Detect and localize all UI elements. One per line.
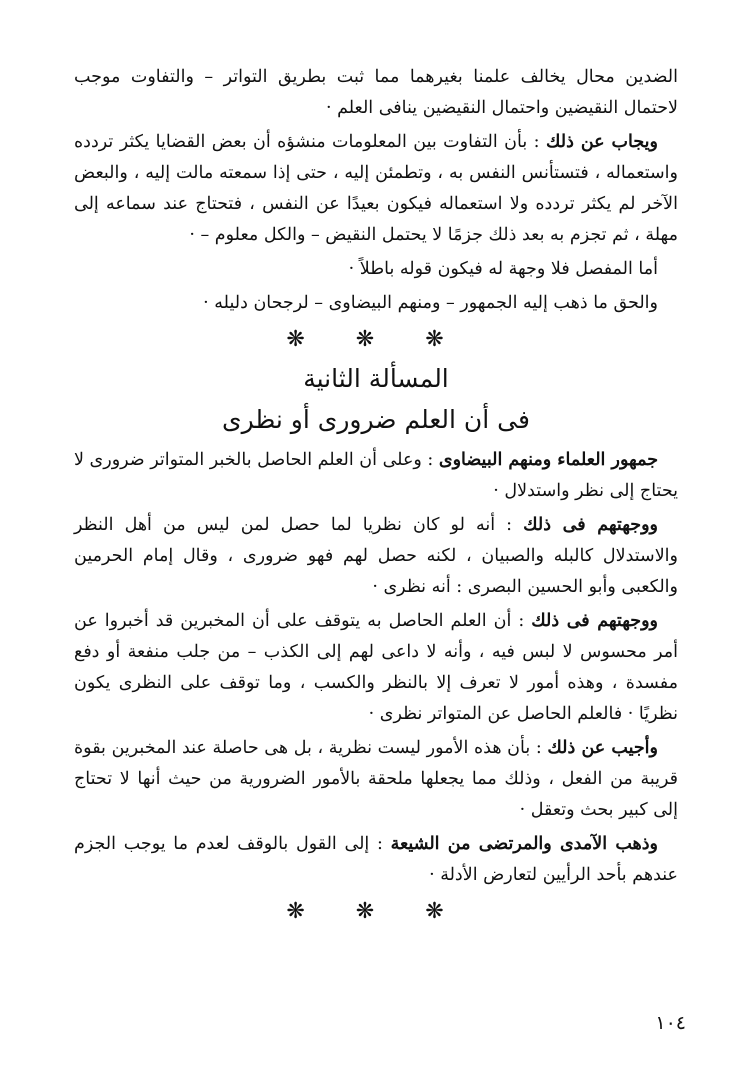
section-separator: ❋ ❋ ❋ (286, 327, 466, 352)
paragraph-text: : بأن التفاوت بين المعلومات منشؤه أن بعض القضايا يكثر تردده واستعماله ، فتستأنس النفس به ، وتطمئن إليه ، حتى إذا سمعته مالت إليه ، والبعض الآخر لم يكثر تردده ولا استعماله فيكون بعيدًا عن النفس ، فتحتاج عند سماعه إلى مهلة ، ثم تجزم به بعد ذلك جزمًا لا يحتمل النقيض – والكل معلوم – · (74, 132, 678, 245)
paragraph-continuation (74, 62, 678, 124)
paragraph-lead: جمهور العلماء ومنهم البيضاوى (438, 450, 659, 470)
section-subtitle: فى أن العلم ضرورى أو نظرى (222, 405, 530, 434)
paragraph-reply (74, 127, 678, 251)
paragraph-text: والحق ما ذهب إليه الجمهور – ومنهم البيضاوى – لرجحان دليله · (203, 293, 658, 313)
page-body (74, 62, 678, 1037)
paragraph-text: : إلى القول بالوقف لعدم ما يوجب الجزم عندهم بأحد الرأيين لتعارض الأدلة · (74, 834, 678, 885)
paragraph-lead: وأجيب عن ذلك (547, 738, 658, 758)
paragraph-conclusion (74, 288, 678, 319)
paragraph-text: : أنه لو كان نظريا لما حصل لمن ليس من أهل النظر والاستدلال كالبله والصبيان ، لكنه حصل لهم فهو ضرورى ، وقال إمام الحرمين والكعبى وأبو الحسين البصرى : أنه نظرى · (74, 515, 678, 597)
section-title: المسألة الثانية (303, 364, 449, 393)
paragraph-their-view (74, 510, 678, 603)
paragraph-amidi (74, 829, 678, 891)
paragraph-text: : وعلى أن العلم الحاصل بالخبر المتواتر ضرورى لا يحتاج إلى نظر واستدلال · (74, 450, 678, 501)
paragraph-lead: ويجاب عن ذلك (546, 132, 658, 152)
paragraph-text: الضدين محال يخالف علمنا بغيرهما مما ثبت بطريق التواتر – والتفاوت موجب لاحتمال النقيضين واحتمال النقيضين ينافى العلم · (74, 67, 678, 118)
paragraph-lead: ووجهتهم فى ذلك (531, 611, 658, 631)
paragraph-text: : بأن هذه الأمور ليست نظرية ، بل هى حاصلة عند المخبرين بقوة قريبة من الفعل ، وذلك مما يجعلها ملحقة بالأمور الضرورية من حيث أنها لا تحتاج إلى كبير بحث وتعقل · (74, 738, 678, 820)
page-number: ١٠٤ (655, 1012, 686, 1034)
paragraph-lead: ووجهتهم فى ذلك (523, 515, 658, 535)
paragraph-text: أما المفصل فلا وجهة له فيكون قوله باطلاً · (348, 259, 658, 279)
paragraph-answer (74, 733, 678, 826)
paragraph-lead: وذهب الآمدى والمرتضى من الشيعة (390, 834, 658, 854)
paragraph-mufassal (74, 254, 678, 285)
paragraph-opposing-view (74, 606, 678, 730)
section-separator: ❋ ❋ ❋ (286, 899, 466, 924)
paragraph-majority (74, 445, 678, 507)
paragraph-text: : أن العلم الحاصل به يتوقف على أن المخبرين قد أخبروا عن أمر محسوس لا لبس فيه ، وأنه لا داعى لهم إلى الكذب – من جلب منفعة أو دفع مفسدة ، وهذه أمور لا تعرف إلا بالنظر والكسب ، وما توقف على النظرى يكون نظريًا · فالعلم الحاصل عن المتواتر نظرى · (74, 611, 678, 724)
